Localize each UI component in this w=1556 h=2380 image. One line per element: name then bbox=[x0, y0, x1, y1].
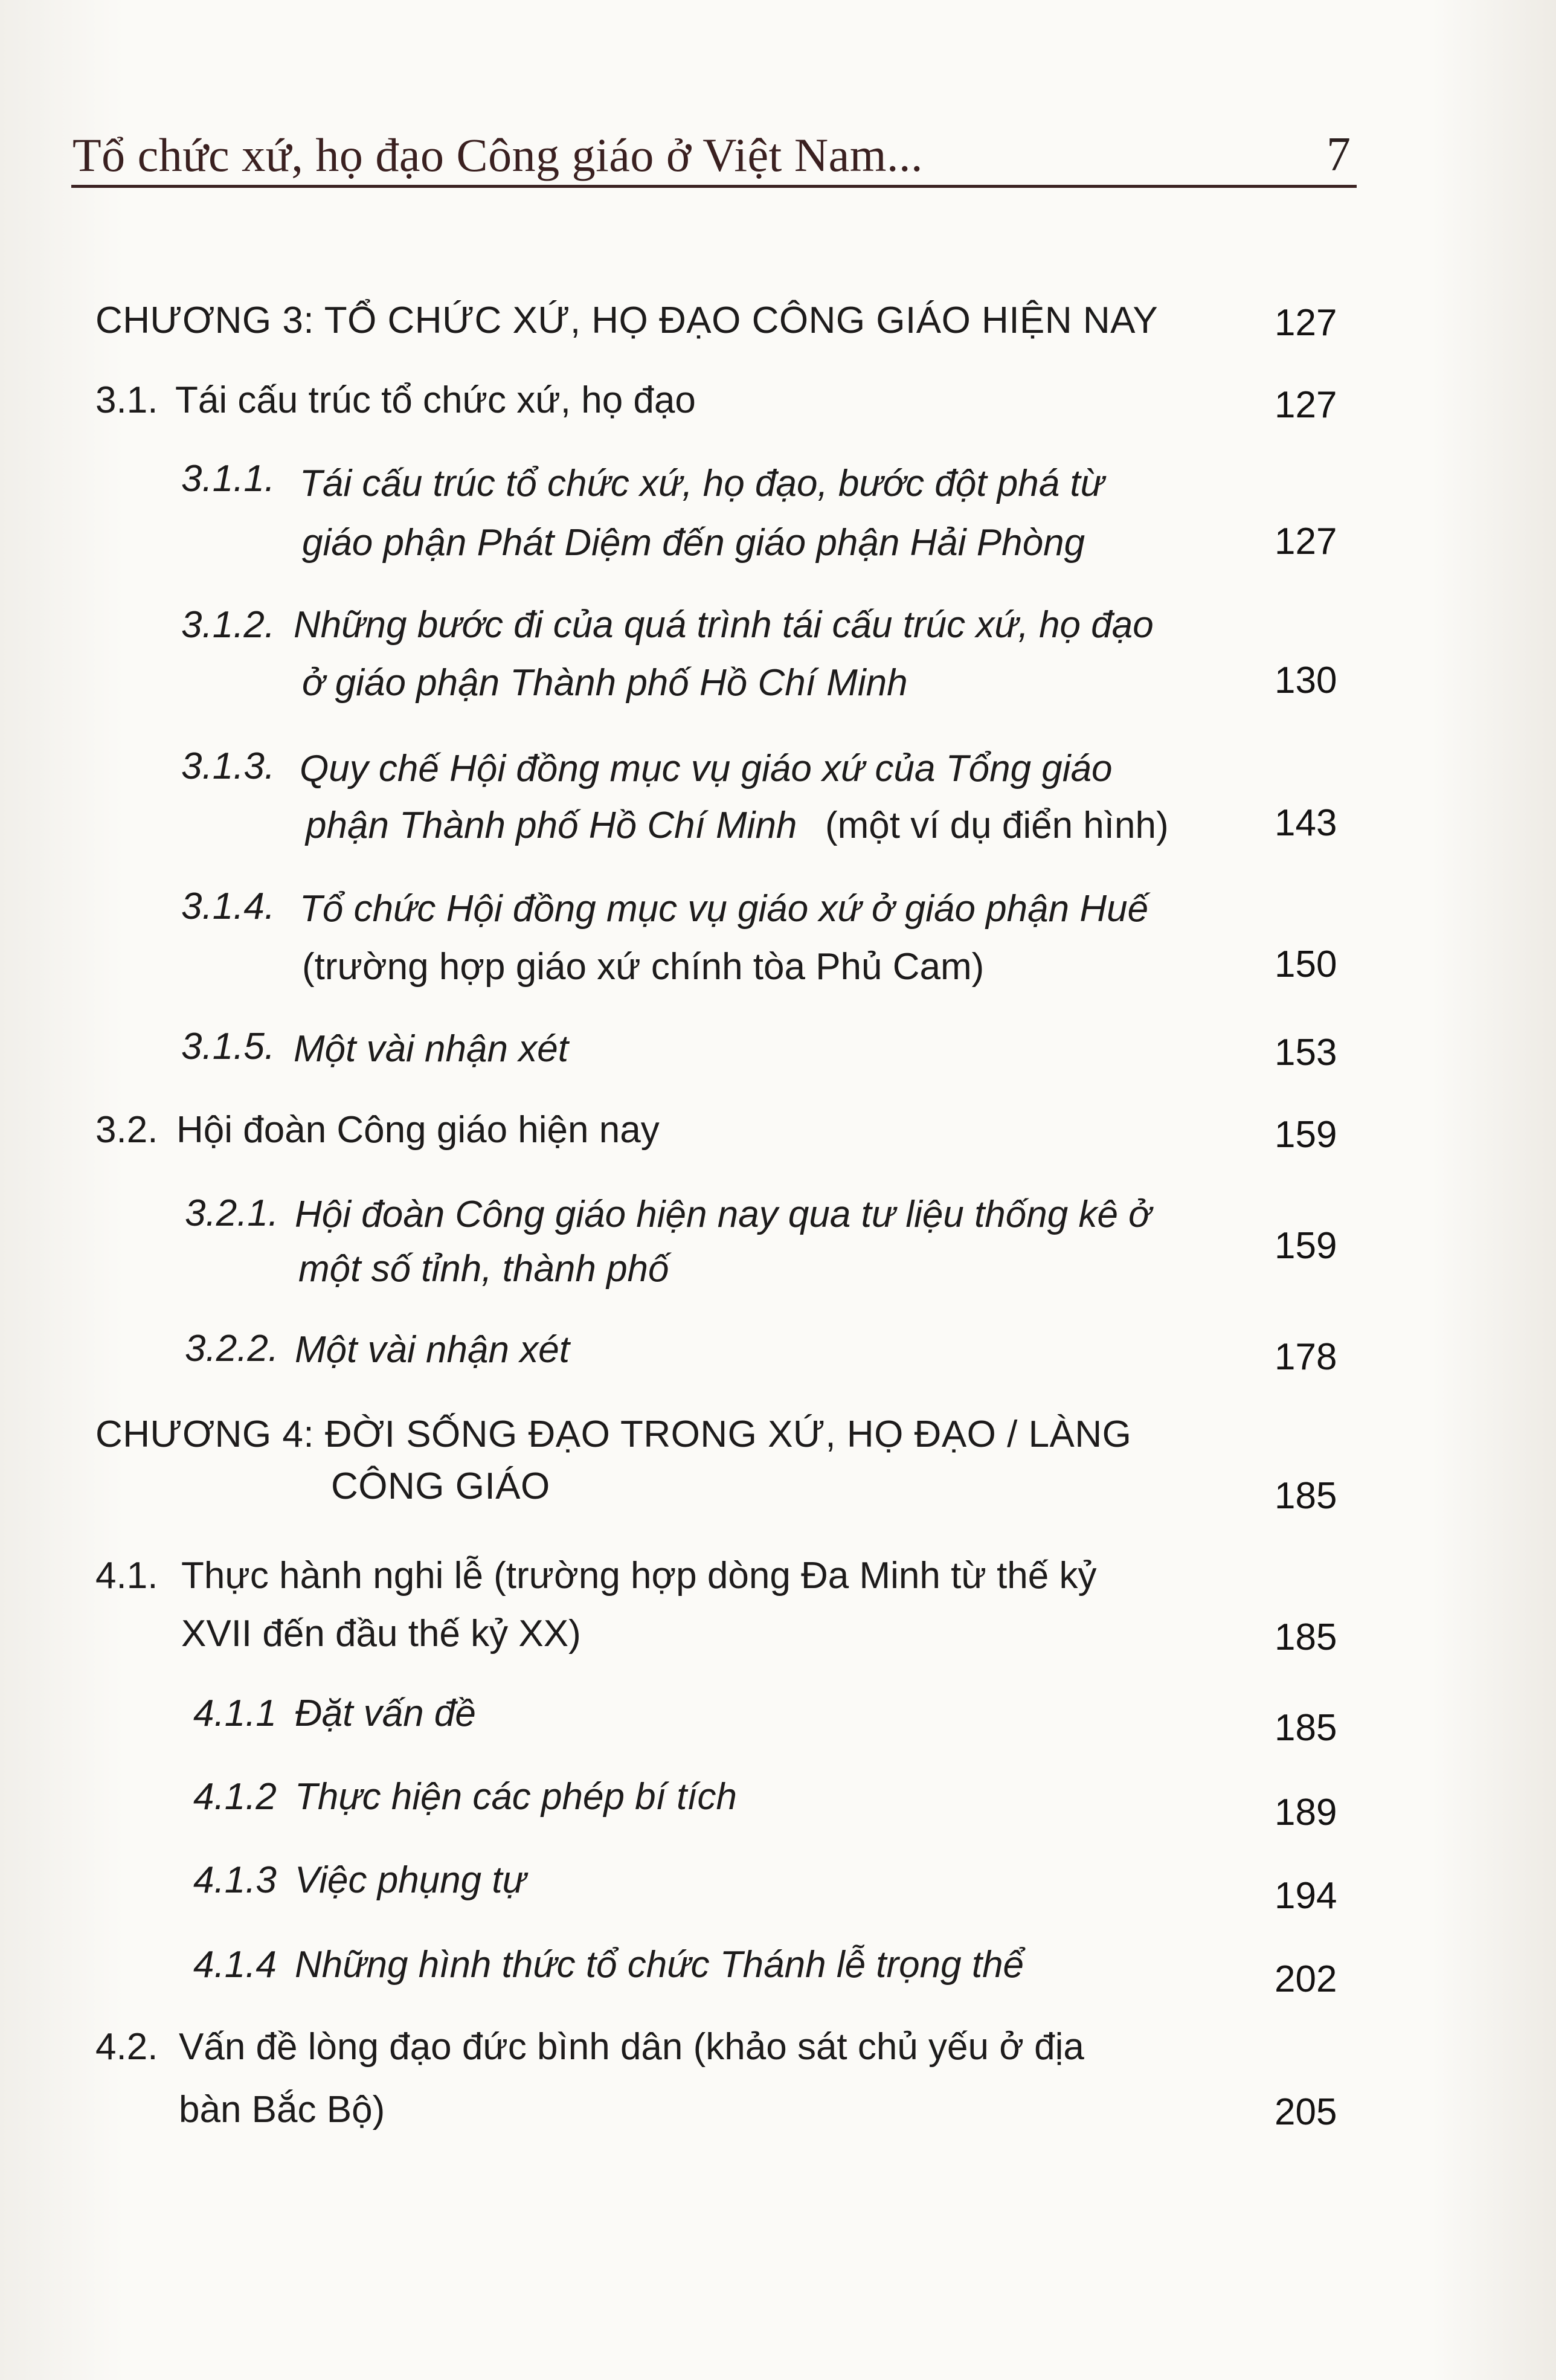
toc-entry-title-continued: một số tỉnh, thành phố bbox=[298, 1248, 669, 1290]
toc-entry-title: Thực hành nghi lễ (trường hợp dòng Đa Minh từ thế kỷ bbox=[181, 1555, 1097, 1597]
toc-entry-title-continued: phận Thành phố Hồ Chí Minh bbox=[306, 805, 797, 846]
toc-entry-title: CHƯƠNG 4: ĐỜI SỐNG ĐẠO TRONG XỨ, HỌ ĐẠO / LÀNG bbox=[95, 1414, 1132, 1455]
toc-entry-title-continued: giáo phận Phát Diệm đến giáo phận Hải Phòng bbox=[302, 522, 1085, 564]
toc-entry-page: 189 bbox=[1275, 1792, 1337, 1833]
toc-entry-title: Những bước đi của quá trình tái cấu trúc xứ, họ đạo bbox=[294, 604, 1154, 646]
toc-entry-page: 202 bbox=[1275, 1958, 1337, 2000]
toc-entry-title-continued: bàn Bắc Bộ) bbox=[179, 2089, 385, 2131]
toc-entry-number: 3.1.5. bbox=[181, 1026, 275, 1067]
toc-entry-title: Tái cấu trúc tổ chức xứ, họ đạo bbox=[175, 379, 696, 421]
header-rule bbox=[71, 185, 1357, 188]
toc-entry-page: 150 bbox=[1275, 944, 1337, 985]
toc-entry-page: 159 bbox=[1275, 1225, 1337, 1267]
toc-entry-number: 3.1.4. bbox=[181, 886, 275, 927]
toc-entry-number: 3.2.2. bbox=[185, 1328, 279, 1369]
toc-entry-number: 3.1.1. bbox=[181, 458, 275, 500]
toc-entry-number: 3.1.3. bbox=[181, 745, 275, 787]
toc-entry-number: 4.1.2 bbox=[193, 1776, 277, 1818]
toc-entry-title: CHƯƠNG 3: TỔ CHỨC XỨ, HỌ ĐẠO CÔNG GIÁO HIỆN NAY bbox=[95, 300, 1159, 341]
toc-entry-title: Quy chế Hội đồng mục vụ giáo xứ của Tổng giáo bbox=[300, 748, 1113, 790]
toc-entry-title-continued: CÔNG GIÁO bbox=[331, 1465, 550, 1507]
toc-entry-title: Một vài nhận xét bbox=[294, 1028, 568, 1070]
toc-entry-title-note: (một ví dụ điển hình) bbox=[825, 805, 1169, 846]
toc-entry-title: Tái cấu trúc tổ chức xứ, họ đạo, bước đột phá từ bbox=[300, 463, 1104, 504]
toc-entry-page: 143 bbox=[1275, 802, 1337, 844]
toc-entry-number: 3.2. bbox=[95, 1109, 158, 1151]
page-number: 7 bbox=[1326, 128, 1351, 181]
toc-entry-page: 194 bbox=[1275, 1875, 1337, 1917]
toc-entry-page: 127 bbox=[1275, 384, 1337, 426]
toc-entry-page: 127 bbox=[1275, 302, 1337, 344]
toc-entry-title: Vấn đề lòng đạo đức bình dân (khảo sát chủ yếu ở địa bbox=[179, 2026, 1084, 2068]
toc-entry-page: 185 bbox=[1275, 1475, 1337, 1517]
toc-entry-title: Những hình thức tổ chức Thánh lễ trọng thể bbox=[295, 1944, 1024, 1986]
toc-entry-title-continued: ở giáo phận Thành phố Hồ Chí Minh bbox=[302, 662, 908, 704]
toc-entry-page: 130 bbox=[1275, 660, 1337, 701]
toc-entry-number: 3.1.2. bbox=[181, 604, 275, 646]
toc-entry-number: 4.2. bbox=[95, 2026, 158, 2068]
running-header bbox=[72, 121, 1359, 187]
toc-entry-title: Tổ chức Hội đồng mục vụ giáo xứ ở giáo phận Huế bbox=[300, 888, 1149, 930]
toc-entry-number: 3.1. bbox=[95, 379, 158, 421]
toc-entry-page: 127 bbox=[1275, 521, 1337, 562]
toc-entry-title-note: (trường hợp giáo xứ chính tòa Phủ Cam) bbox=[302, 946, 985, 988]
toc-entry-title: Hội đoàn Công giáo hiện nay bbox=[176, 1109, 660, 1151]
toc-entry-title-continued: XVII đến đầu thế kỷ XX) bbox=[181, 1613, 581, 1655]
toc-entry-number: 4.1.3 bbox=[193, 1859, 277, 1901]
toc-entry-page: 185 bbox=[1275, 1616, 1337, 1658]
toc-entry-page: 153 bbox=[1275, 1032, 1337, 1073]
toc-entry-page: 205 bbox=[1275, 2091, 1337, 2133]
toc-entry-number: 4.1. bbox=[95, 1555, 158, 1597]
toc-entry-number: 3.2.1. bbox=[185, 1192, 279, 1234]
toc-entry-page: 185 bbox=[1275, 1707, 1337, 1749]
toc-entry-title: Đặt vấn đề bbox=[295, 1693, 476, 1734]
toc-entry-title: Một vài nhận xét bbox=[295, 1329, 570, 1371]
toc-entry-title: Thực hiện các phép bí tích bbox=[295, 1776, 738, 1818]
toc-entry-page: 159 bbox=[1275, 1114, 1337, 1156]
toc-entry-page: 178 bbox=[1275, 1336, 1337, 1378]
toc-entry-number: 4.1.1 bbox=[193, 1693, 277, 1734]
toc-entry-title: Hội đoàn Công giáo hiện nay qua tư liệu thống kê ở bbox=[295, 1194, 1151, 1235]
toc-entry-title: Việc phụng tự bbox=[295, 1859, 526, 1901]
running-title: Tổ chức xứ, họ đạo Công giáo ở Việt Nam... bbox=[72, 129, 923, 181]
toc-entry-number: 4.1.4 bbox=[193, 1944, 277, 1986]
